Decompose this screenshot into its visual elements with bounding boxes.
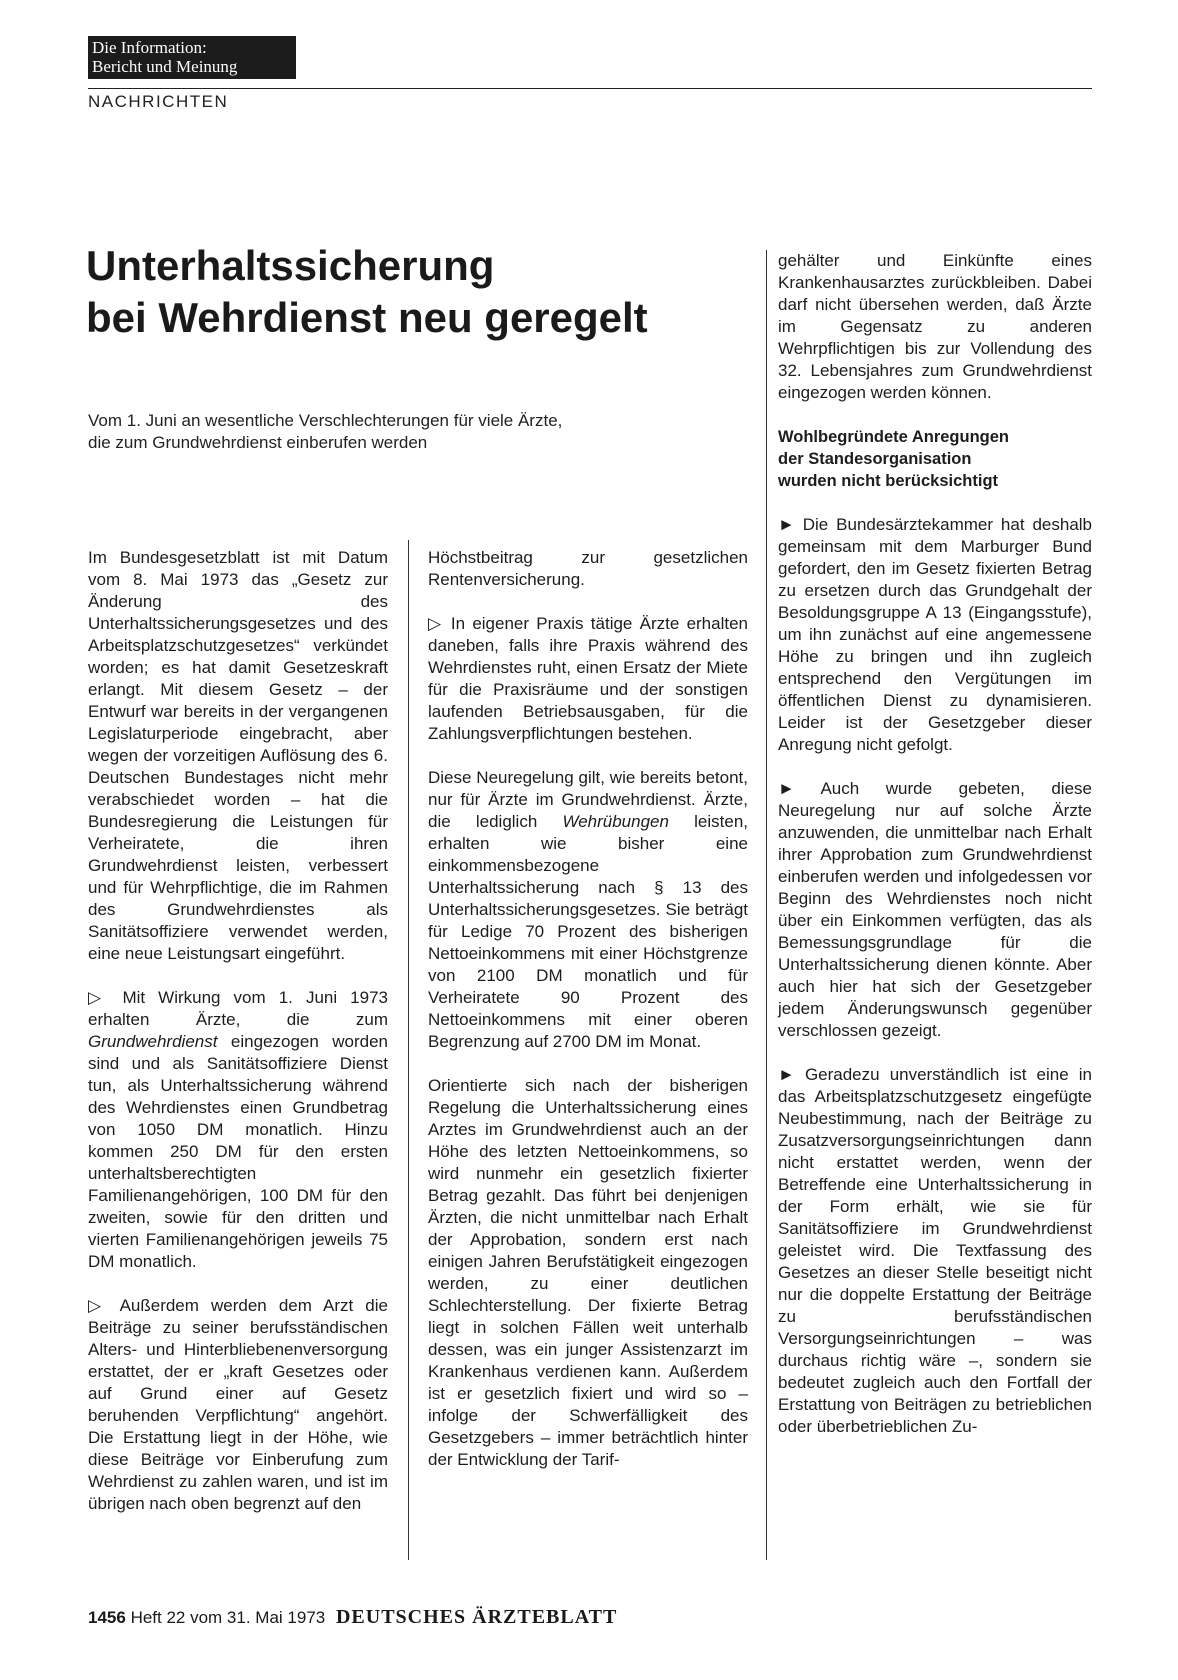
journal-name: DEUTSCHES ÄRZTEBLATT: [335, 1606, 618, 1628]
column-divider-1: [408, 540, 409, 1560]
section-header-box: [88, 36, 296, 79]
header-rule: [88, 88, 1092, 89]
article-column-1: [88, 547, 388, 1537]
paragraph: gehälter und Einkünfte eines Krankenhausarztes zurückbleiben. Dabei darf nicht übersehen werden, daß Ärzte im Gegensatz zu anderen Wehrpflichtigen bis zur Vollendung des 32. Lebensjahres zum Grundwehrdienst eingezogen werden können.: [778, 251, 1092, 402]
open-triangle-icon: ▷: [88, 1296, 109, 1315]
paragraph: ▷ In eigener Praxis tätige Ärzte erhalten daneben, falls ihre Praxis während des Wehrdienstes ruht, einen Ersatz der Miete für die Praxisräume und der sonstigen laufenden Betriebsausgaben, für die Zahlungsverpflichtungen bestehen.: [428, 614, 749, 743]
subheading-line2: der Standesorganisation: [778, 450, 972, 468]
article-subtitle: [88, 410, 728, 454]
paragraph: ▷ Außerdem werden dem Arzt die Beiträge zu seiner berufsständischen Alters- und Hinterbliebenenversorgung erstattet, der er „kraft Gesetzes oder auf Grund einer auf Gesetz beruhenden Verpflichtung“ angehört. Die Erstattung liegt in der Höhe, wie diese Beiträge vor Einberufung zum Wehrdienst zu zahlen waren, und ist im übrigen nach oben begrenzt auf den: [88, 1296, 388, 1513]
article-column-2: [428, 547, 748, 1493]
filled-triangle-icon: ►: [778, 515, 795, 534]
paragraph: ► Geradezu unverständlich ist eine in das Arbeitsplatzschutzgesetz eingefügte Neubestimmung, nach der Beiträge zu Zusatzversorgungseinrichtungen dann nicht erstattet werden, wenn der Betreffende eine Unterhaltssicherung in der Form erhält, wie sie für Sanitätsoffiziere im Grundwehrdienst geleistet wird. Die Textfassung des Gesetzes an dieser Stelle beseitigt nicht nur die doppelte Erstattung der Beiträge zu berufsständischen Versorgungseinrichtungen – was durchaus richtig wäre –, sondern sie bedeutet zugleich auch den Fortfall der Erstattung von Beiträgen zu betrieblichen oder überbetrieblichen Zu-: [778, 1065, 1092, 1436]
subtitle-line1: Vom 1. Juni an wesentliche Verschlechterungen für viele Ärzte,: [88, 411, 563, 430]
paragraph: ► Auch wurde gebeten, diese Neuregelung nur auf solche Ärzte anzuwenden, die unmittelbar nach Erhalt ihrer Approbation zum Grundwehrdienst einberufen werden und infolgedessen vor Beginn des Wehrdienstes noch nicht über ein Einkommen verfügten, das als Bemessungsgrundlage für die Unterhaltssicherung dienen könnte. Aber auch hier hat sich der Gesetzgeber jedem Änderungswunsch gegenüber verschlossen gezeigt.: [778, 779, 1092, 1040]
article-column-3: [778, 250, 1092, 1460]
paragraph: Orientierte sich nach der bisherigen Regelung die Unterhaltssicherung eines Arztes im Grundwehrdienst auch an der Höhe des letzten Nettoeinkommens, so wird nunmehr ein gesetzlich fixierter Betrag gezahlt. Das führt bei denjenigen Ärzten, die nicht unmittelbar nach Erhalt der Approbation, sondern erst nach einigen Jahren Berufstätigkeit eingezogen werden, zu einer deutlichen Schlechterstellung. Der fixierte Betrag liegt in solchen Fällen weit unterhalb dessen, was ein junger Assistenzarzt im Krankenhaus verdienen kann. Außerdem ist er gesetzlich fixiert und wird so – infolge der Schwerfälligkeit des Gesetzgebers – immer beträchtlich hinter der Entwicklung der Tarif-: [428, 1076, 748, 1469]
paragraph: ► Die Bundesärztekammer hat deshalb gemeinsam mit dem Marburger Bund gefordert, den im Gesetz fixierten Betrag zu ersetzen durch das Grundgehalt der Besoldungsgruppe A 13 (Eingangsstufe), um ihn zunächst auf eine angemessene Höhe zu bringen und ihn zugleich entsprechend den Vergütungen im öffentlichen Dienst zu dynamisieren. Leider ist der Gesetzgeber dieser Anregung nicht gefolgt.: [778, 515, 1093, 754]
paragraph: ▷ Mit Wirkung vom 1. Juni 1973 erhalten Ärzte, die zum Grundwehrdienst eingezogen worden sind und als Sanitätsoffiziere Dienst tun, als Unterhaltssicherung während des Wehrdienstes einen Grundbetrag von 1050 DM monatlich. Hinzu kommen 250 DM für den ersten unterhaltsberechtigten Familienangehörigen, 100 DM für den zweiten, sowie für den dritten und vierten Familienangehörigen jeweils 75 DM monatlich.: [88, 988, 388, 1271]
paragraph: Im Bundesgesetzblatt ist mit Datum vom 8. Mai 1973 das „Gesetz zur Änderung des Unterhaltssicherungsgesetzes und des Arbeitsplatzschutzgesetzes“ verkündet worden; es hat damit Gesetzeskraft erlangt. Mit diesem Gesetz – der Entwurf war bereits in der vergangenen Legislaturperiode eingebracht, aber wegen der vorzeitigen Auflösung des 6. Deutschen Bundestages nicht mehr verabschiedet worden – hat die Bundesregierung die Leistungen für Verheiratete, die ihren Grundwehrdienst leisten, verbessert und für Wehrpflichtige, die im Rahmen des Grundwehrdienstes als Sanitätsoffiziere verwendet werden, eine neue Leistungsart eingeführt.: [88, 548, 388, 963]
issue-info: Heft 22 vom 31. Mai 1973: [130, 1608, 326, 1627]
filled-triangle-icon: ►: [778, 779, 795, 798]
section-subheading: [778, 426, 1092, 492]
subheading-line1: Wohlbegründete Anregungen: [778, 428, 1009, 446]
title-line1: Unterhaltssicherung: [86, 242, 495, 289]
title-line2: bei Wehrdienst neu geregelt: [86, 294, 648, 341]
article-title: [86, 240, 726, 344]
open-triangle-icon: ▷: [428, 614, 444, 633]
header-box-line2: Bericht und Meinung: [92, 57, 238, 76]
page-footer: [88, 1606, 617, 1629]
subtitle-line2: die zum Grundwehrdienst einberufen werden: [88, 433, 428, 452]
paragraph: Diese Neuregelung gilt, wie bereits betont, nur für Ärzte im Grundwehrdienst. Ärzte, die lediglich Wehrübungen leisten, erhalten wie bisher eine einkommensbezogene Unterhaltssicherung nach § 13 des Unterhaltssicherungsgesetzes. Sie beträgt für Ledige 70 Prozent des bisherigen Nettoeinkommens mit einer Höchstgrenze von 2100 DM monatlich und für Verheiratete 90 Prozent des Nettoeinkommens mit einer oberen Begrenzung auf 2700 DM im Monat.: [428, 768, 749, 1051]
filled-triangle-icon: ►: [778, 1065, 795, 1084]
open-triangle-icon: ▷: [88, 988, 110, 1007]
subheading-line3: wurden nicht berücksichtigt: [778, 472, 999, 490]
header-box-line1: Die Information:: [92, 38, 207, 57]
column-divider-2: [766, 250, 767, 1560]
page-number: 1456: [88, 1608, 126, 1627]
section-label: NACHRICHTEN: [88, 92, 229, 111]
paragraph: Höchstbeitrag zur gesetzlichen Rentenversicherung.: [428, 548, 748, 589]
